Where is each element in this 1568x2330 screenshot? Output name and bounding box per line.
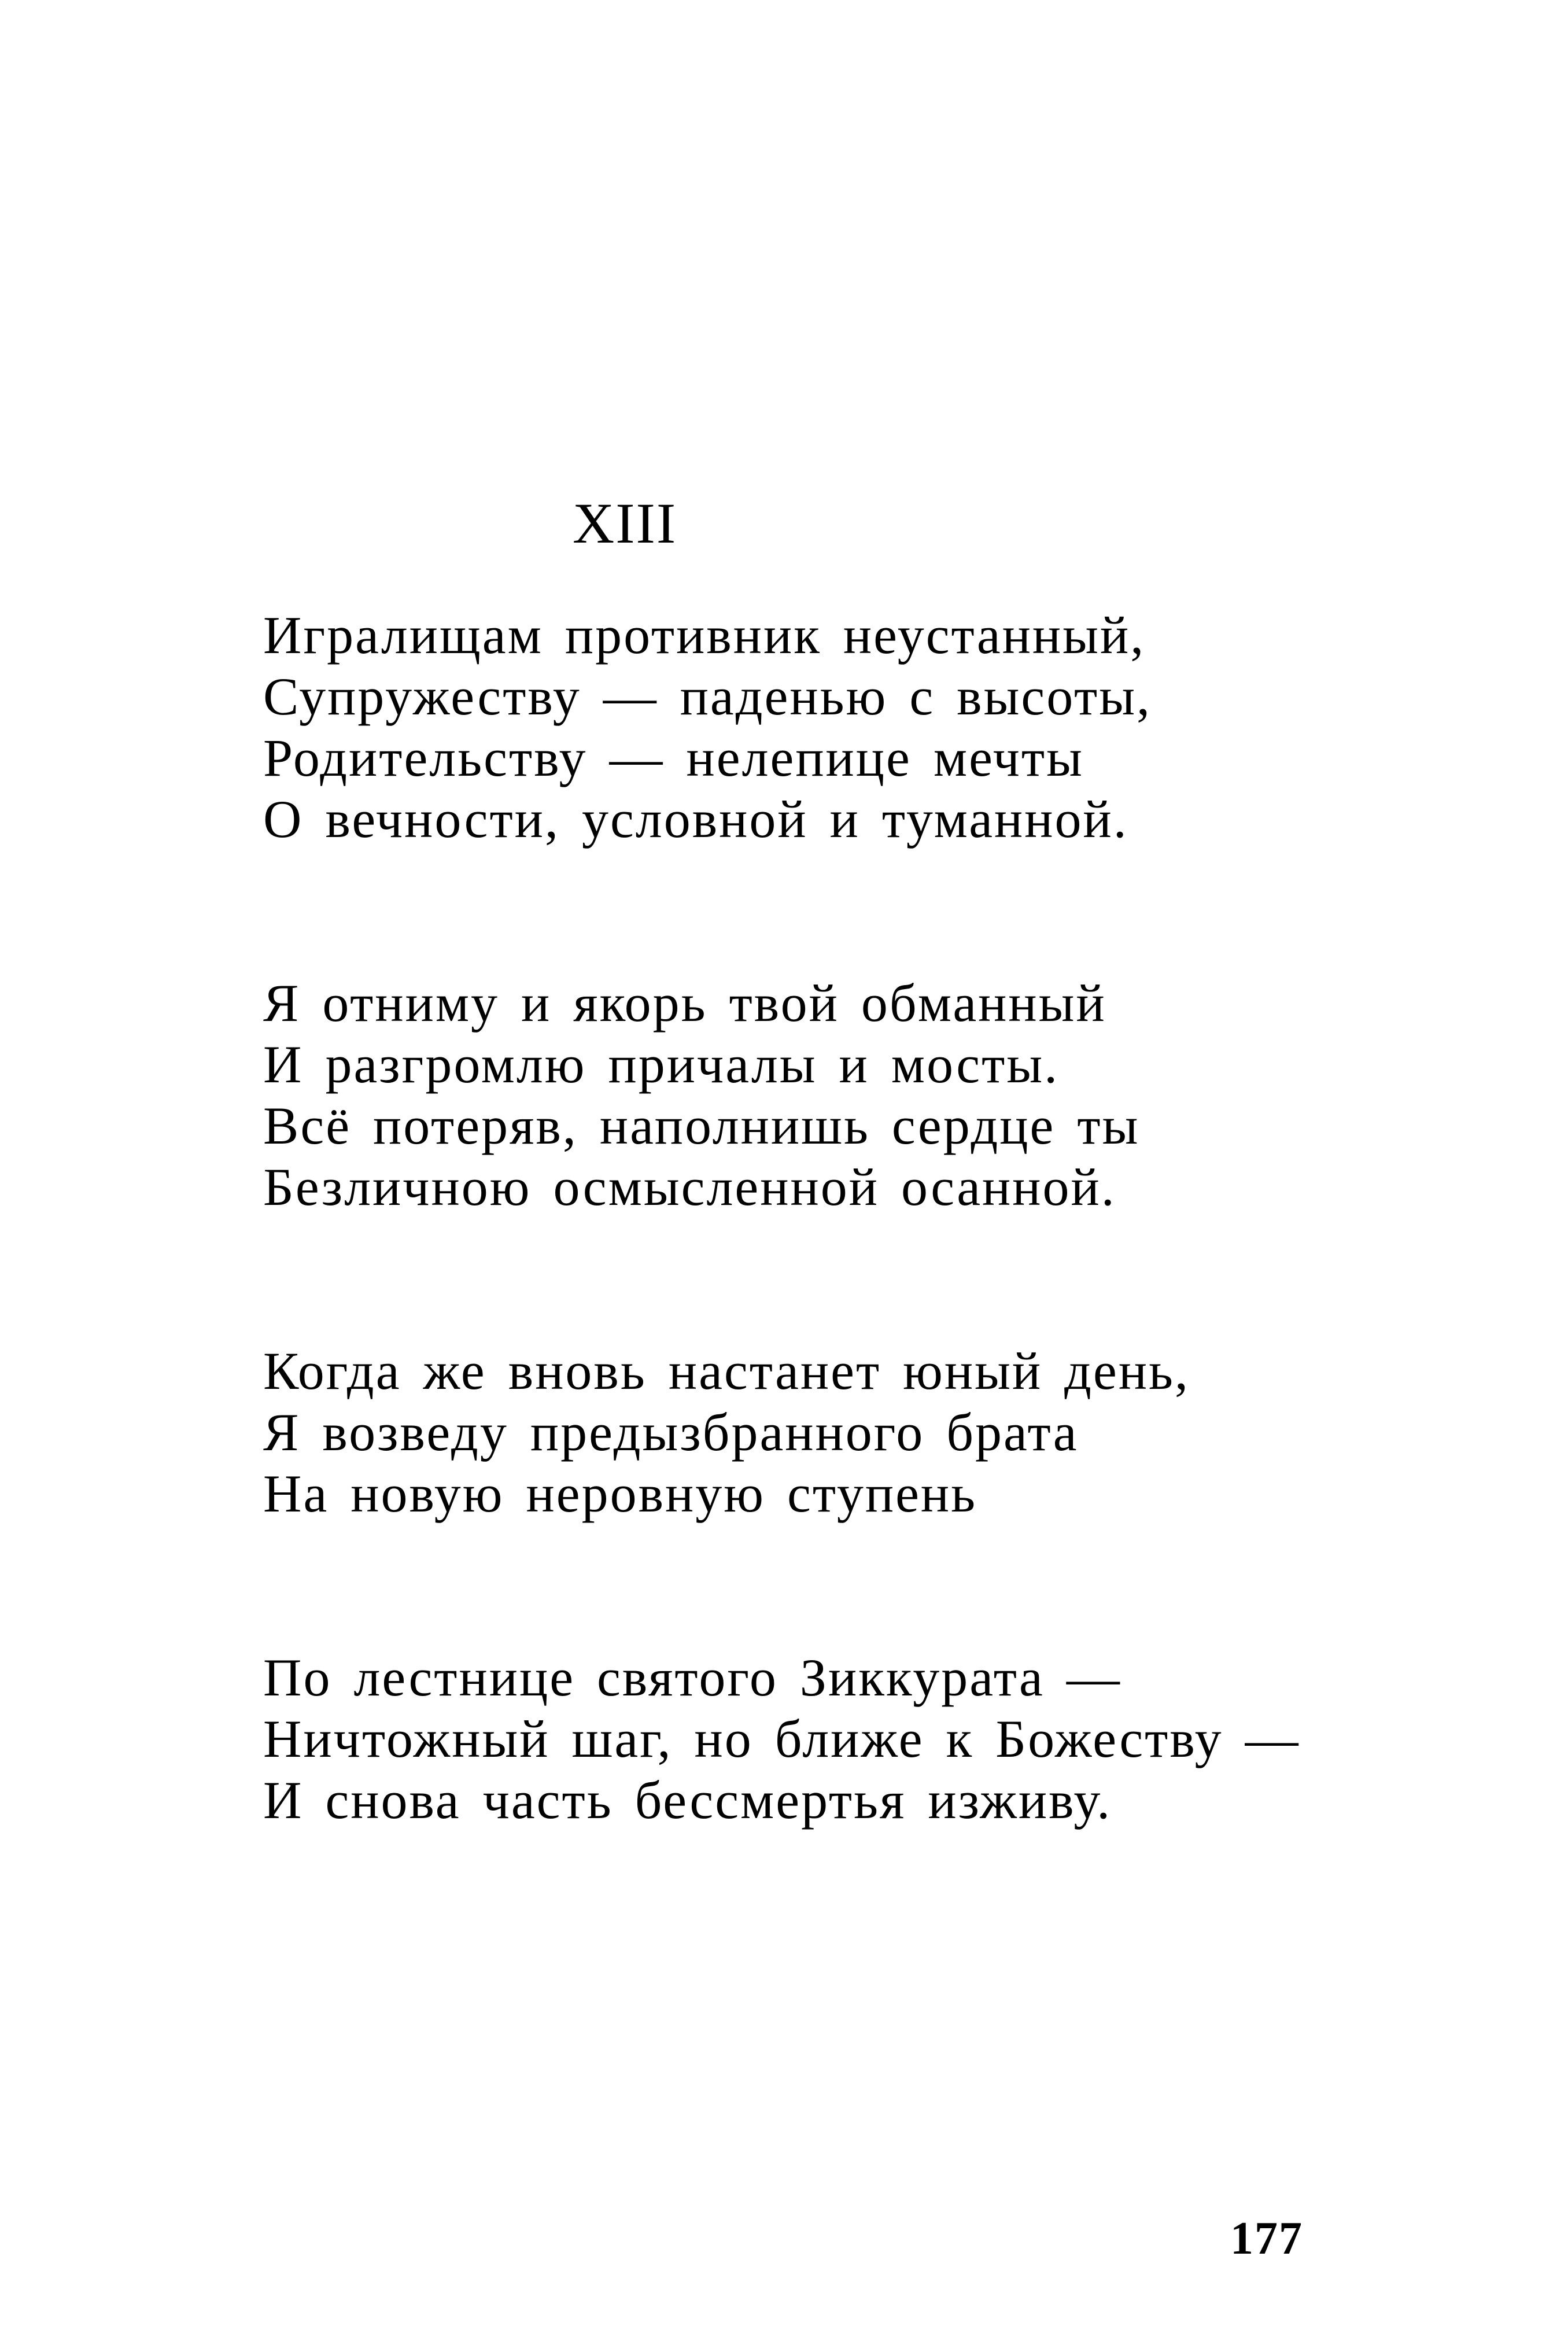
poem-line: Я возведу предызбранного брата (263, 1403, 1079, 1462)
stanza-1 (263, 604, 1478, 850)
poem-line: Ничтожный шаг, но ближе к Божеству — (263, 1709, 1300, 1768)
stanza-2 (263, 972, 1478, 1218)
poem-line: Супружеству — паденью с высоты, (263, 667, 1152, 726)
poem-line: Я отниму и якорь твой обманный (263, 974, 1106, 1033)
poem-line: Всё потеряв, наполнишь сердце ты (263, 1096, 1140, 1155)
poem-line: По лестнице святого Зиккурата — (263, 1648, 1121, 1707)
poem-line: Безличною осмысленной осанной. (263, 1157, 1116, 1216)
poem-body (263, 604, 1478, 1953)
poem-line: На новую неровную ступень (263, 1464, 977, 1523)
poem-line: Когда же вновь настанет юный день, (263, 1341, 1190, 1400)
poem-line: И снова часть бессмертья изживу. (263, 1771, 1112, 1830)
poem-line: Родительству — нелепице мечты (263, 728, 1084, 787)
stanza-4 (263, 1647, 1478, 1831)
poem-line: И разгромлю причалы и мосты. (263, 1035, 1060, 1094)
stanza-3 (263, 1340, 1478, 1524)
poem-number: XIII (573, 491, 677, 555)
poem-line: Игралищам противник неустанный, (263, 606, 1146, 665)
page-number: 177 (1230, 2213, 1303, 2264)
poem-line: О вечности, условной и туманной. (263, 790, 1128, 849)
